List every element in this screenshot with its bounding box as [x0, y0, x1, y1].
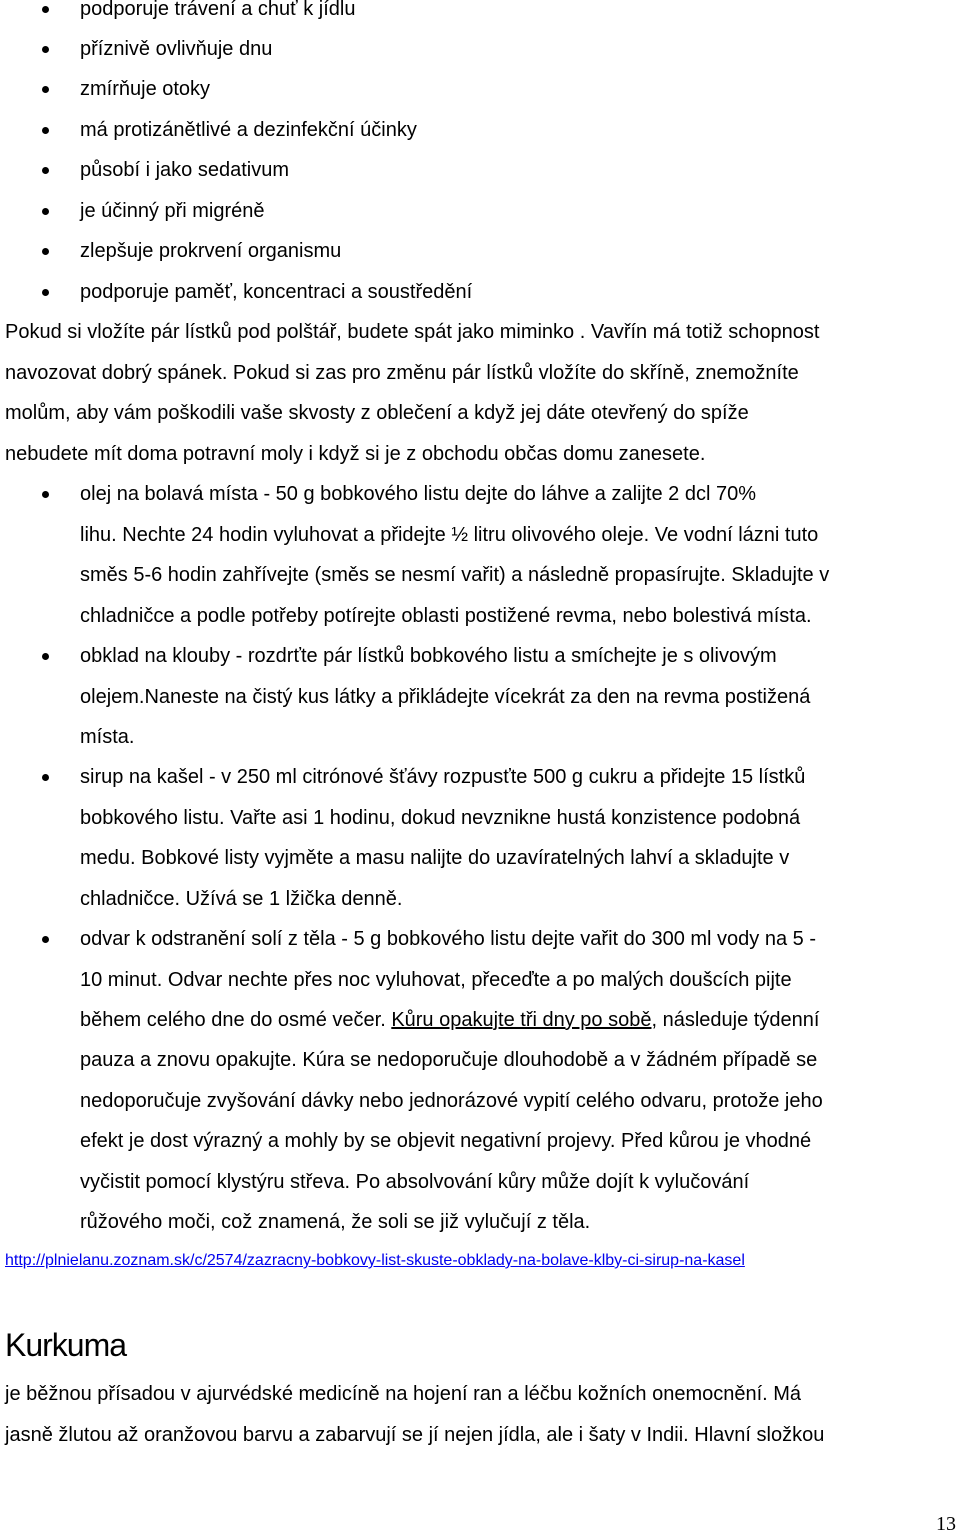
bullet-icon: [42, 167, 49, 174]
source-link-row: [5, 1247, 745, 1271]
item-line: obklad na klouby - rozdrťte pár lístků bobkového listu a smíchejte je s olivovým: [80, 645, 777, 667]
bullet-icon: [42, 6, 49, 13]
paragraph-line: navozovat dobrý spánek. Pokud si zas pro změnu pár lístků vložíte do skříně, znemožníte: [5, 362, 799, 384]
emphasis-term: pár lístků pod polštář: [150, 321, 337, 343]
list-item: zmírňuje otoky: [80, 78, 211, 100]
item-line: 10 minut. Odvar nechte přes noc vyluhovat, přeceďte a po malých doušcích pijte: [80, 969, 792, 991]
item-line: lihu. Nechte 24 hodin vyluhovat a přidejte ½ litru olivového oleje. Ve vodní lázni tuto: [80, 524, 819, 546]
item-line: chladničce a podle potřeby potírejte oblasti postižené revma, nebo bolestivá místa.: [80, 605, 812, 627]
item-line: olejem.Naneste na čistý kus látky a přikládejte vícekrát za den na revma postižená: [80, 686, 811, 708]
item-term: obklad na klouby: [80, 645, 231, 667]
bullet-icon: [42, 774, 49, 781]
bullet-icon: [42, 46, 49, 53]
item-term: sirup na kašel: [80, 766, 204, 788]
underlined-phrase: Kůru opakujte tři dny po sobě: [391, 1009, 652, 1031]
bullet-icon: [42, 208, 49, 215]
paragraph-line: je běžnou přísadou v ajurvédské medicíně na hojení ran a léčbu kožních onemocnění. Má: [5, 1383, 802, 1405]
item-line: olej na bolavá místa - 50 g bobkového listu dejte do láhve a zalijte 2 dcl 70%: [80, 483, 756, 505]
list-item: příznivě ovlivňuje dnu: [80, 38, 273, 60]
section-heading: Kurkuma: [5, 1327, 127, 1363]
item-line: efekt je dost výrazný a mohly by se objevit negativní projevy. Před kůrou je vhodné: [80, 1130, 812, 1152]
bullet-icon: [42, 86, 49, 93]
bullet-icon: [42, 653, 49, 660]
list-item: má protizánětlivé a dezinfekční účinky: [80, 119, 417, 141]
paragraph-line: molům, aby vám poškodili vaše skvosty z oblečení a když jej dáte otevřený do spíže: [5, 402, 749, 424]
bullet-icon: [42, 936, 49, 943]
item-line: chladničce. Užívá se 1 lžička denně.: [80, 888, 403, 910]
bullet-icon: [42, 289, 49, 296]
paragraph-line: Pokud si vložíte pár lístků pod polštář, budete spát jako miminko . Vavřín má totiž schopnost: [5, 321, 820, 343]
paragraph-line: jasně žlutou až oranžovou barvu a zabarvují se jí nejen jídla, ale i šaty v Indii. Hlavní složkou: [5, 1424, 825, 1446]
item-line: vyčistit pomocí klystýru střeva. Po absolvování kůry může dojít k vylučování: [80, 1171, 750, 1193]
source-link[interactable]: http://plnielanu.zoznam.sk/c/2574/zazracny-bobkovy-list-skuste-obklady-na-bolave-klby-ci-sirup-na-kasel: [5, 1252, 745, 1269]
bullet-icon: [42, 248, 49, 255]
list-item: je účinný při migréně: [80, 200, 265, 222]
list-item: podporuje trávení a chuť k jídlu: [80, 0, 356, 20]
item-line: sirup na kašel - v 250 ml citrónové šťávy rozpusťte 500 g cukru a přidejte 15 lístků: [80, 766, 806, 788]
bullet-icon: [42, 491, 49, 498]
item-term: olej na bolavá místa: [80, 483, 258, 505]
bullet-icon: [42, 127, 49, 134]
page-number: 13: [936, 1513, 956, 1535]
item-line: pauza a znovu opakujte. Kúra se nedoporučuje dlouhodobě a v žádném případě se: [80, 1049, 818, 1071]
item-line: odvar k odstranění solí z těla - 5 g bobkového listu dejte vařit do 300 ml vody na 5 -: [80, 928, 816, 950]
item-term: odvar k odstranění solí z těla: [80, 928, 336, 950]
list-item: podporuje paměť, koncentraci a soustředění: [80, 281, 473, 303]
emphasis-term: dobrý spánek: [101, 362, 222, 384]
item-line: bobkového listu. Vařte asi 1 hodinu, dokud nevznikne hustá konzistence podobná: [80, 807, 801, 829]
emphasis-term: hojení ran a léčbu kožních onemocnění: [413, 1383, 763, 1405]
item-line: místa.: [80, 726, 135, 748]
list-item: zlepšuje prokrvení organismu: [80, 240, 342, 262]
item-line: směs 5-6 hodin zahřívejte (směs se nesmí vařit) a následně propasírujte. Skladujte v: [80, 564, 830, 586]
paragraph-line: nebudete mít doma potravní moly i když si je z obchodu občas domu zanesete.: [5, 443, 706, 465]
item-line: medu. Bobkové listy vyjměte a masu nalijte do uzavíratelných lahví a skladujte v: [80, 847, 790, 869]
item-line: během celého dne do osmé večer. Kůru opakujte tři dny po sobě, následuje týdenní: [80, 1009, 820, 1031]
item-line: nedoporučuje zvyšování dávky nebo jednorázové vypití celého odvaru, protože jeho: [80, 1090, 823, 1112]
list-item: působí i jako sedativum: [80, 159, 290, 181]
item-line: růžového moči, což znamená, že soli se již vylučují z těla.: [80, 1211, 591, 1233]
